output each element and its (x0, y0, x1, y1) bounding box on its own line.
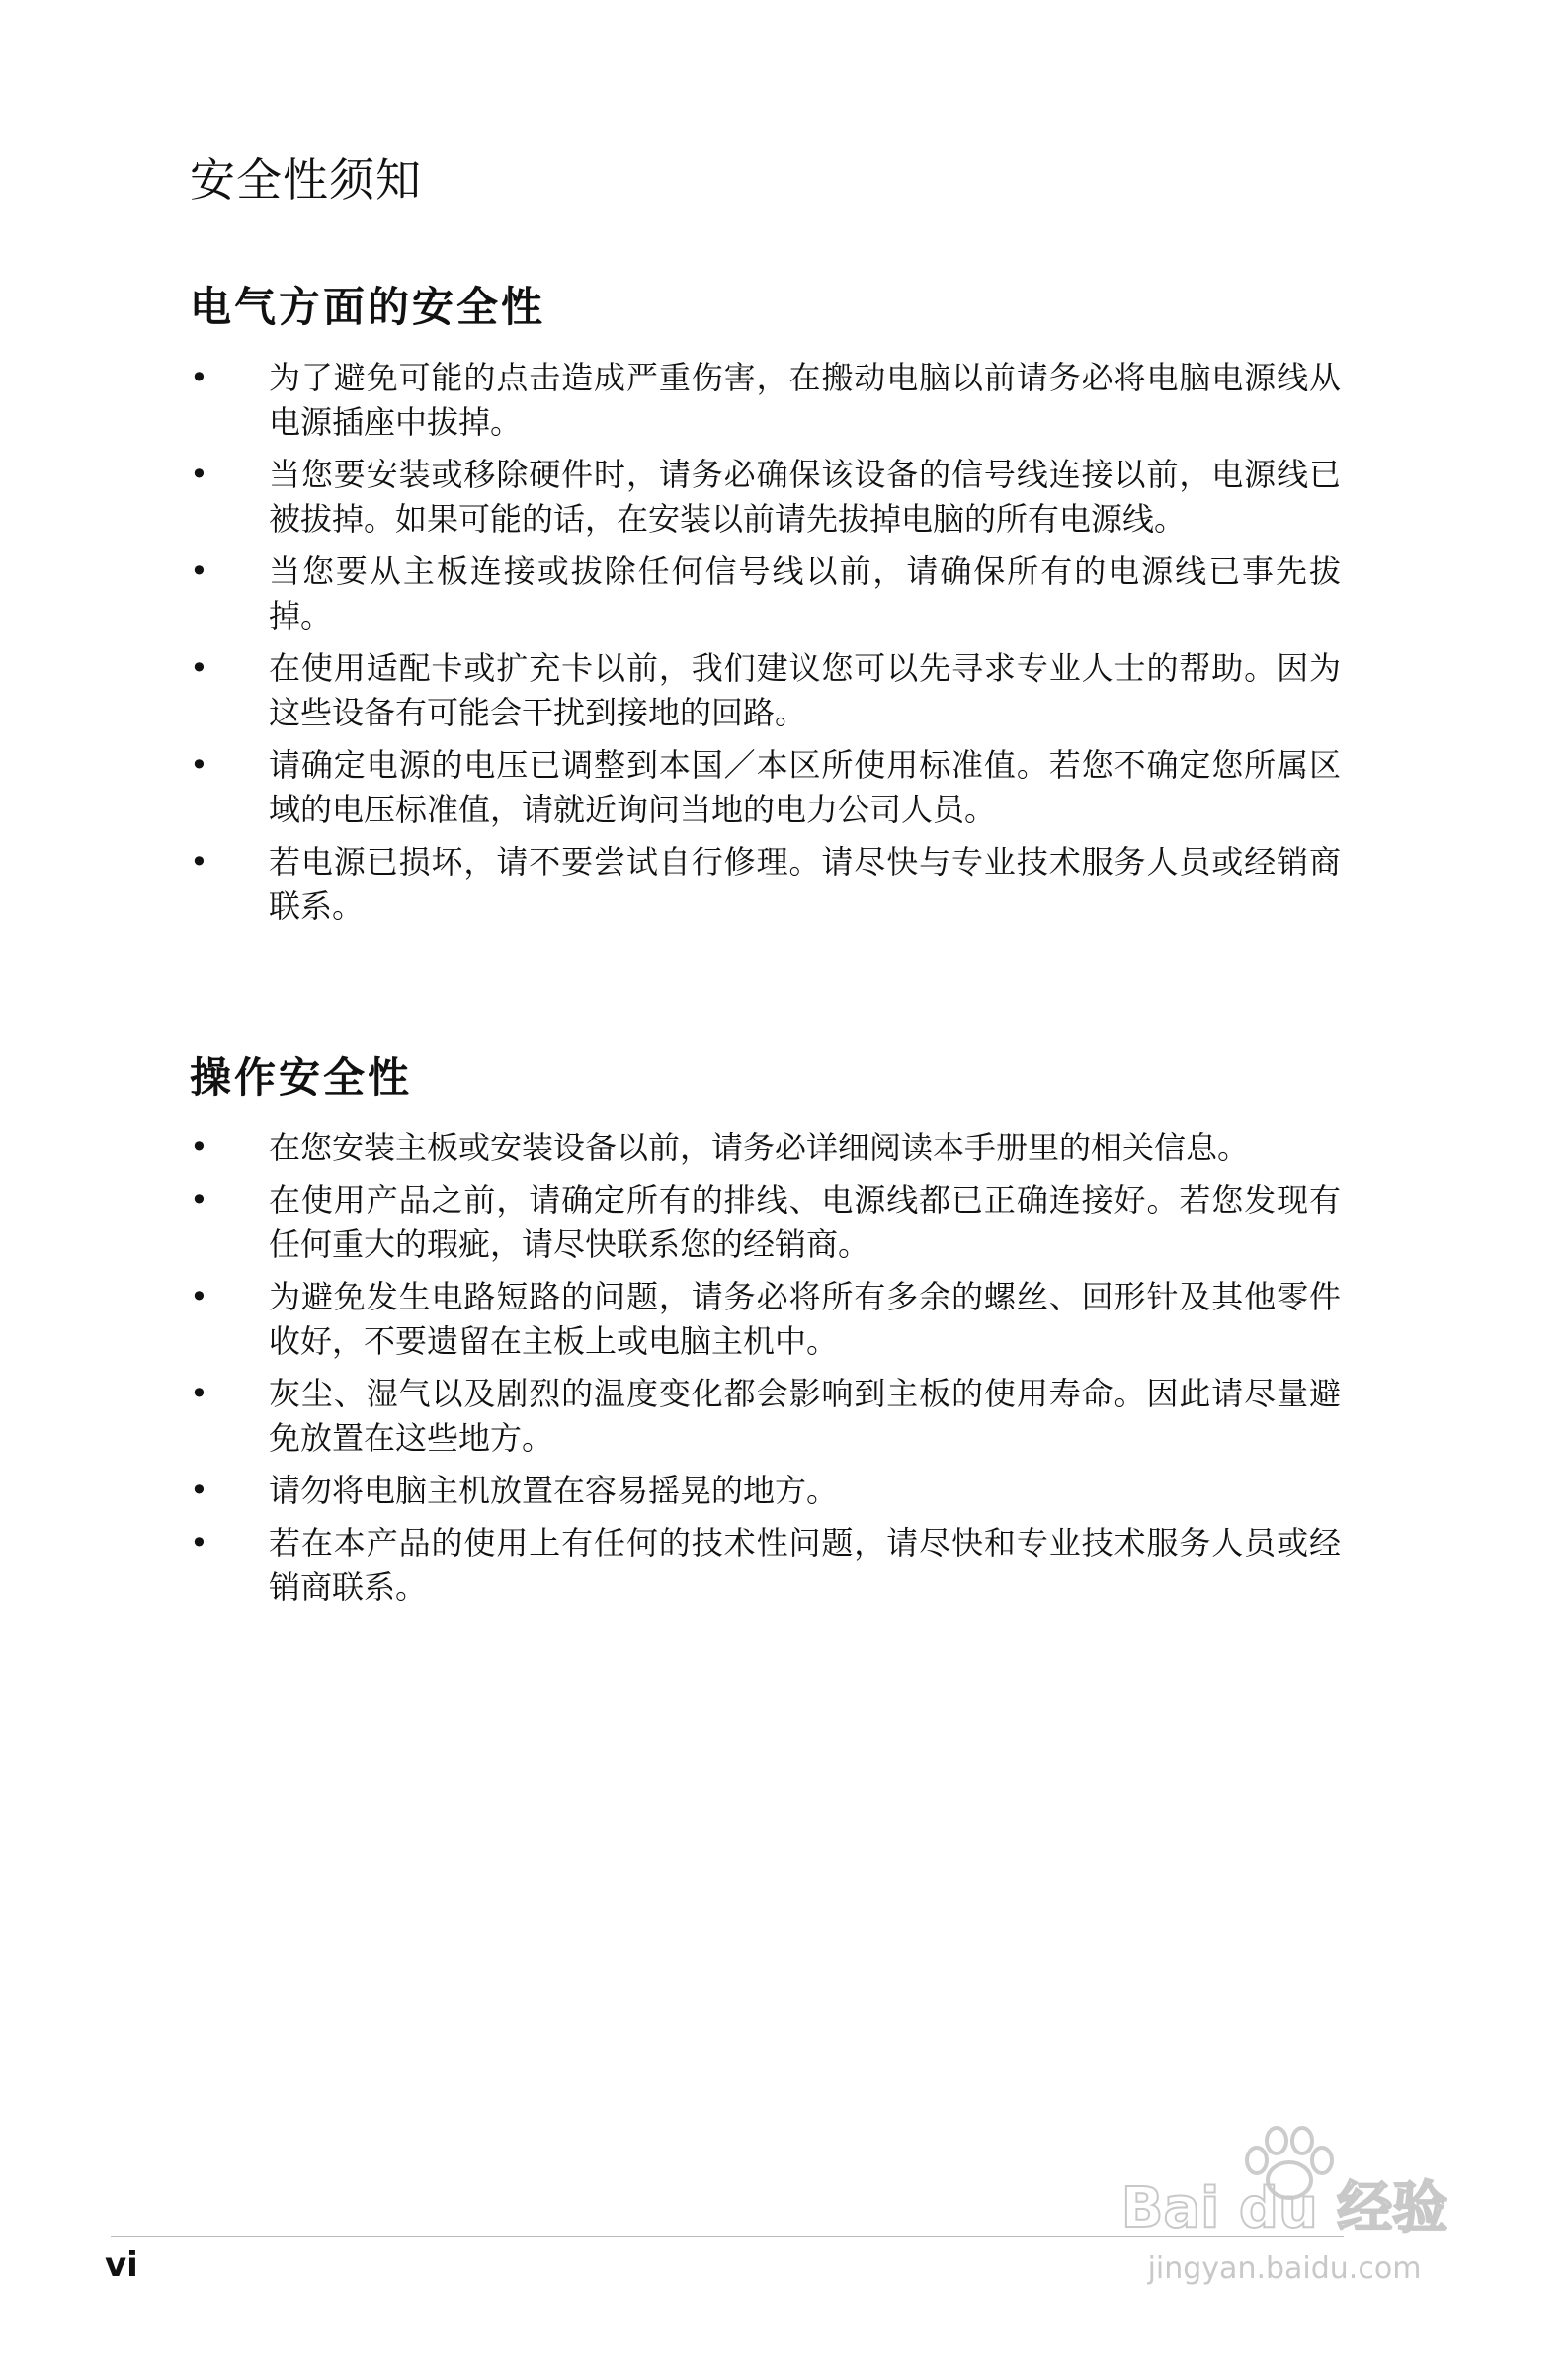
list-item-text: 在您安装主板或安装设备以前，请务必详细阅读本手册里的相关信息。 (269, 1129, 1250, 1166)
bullet-icon: • (190, 1129, 208, 1166)
footer-divider (111, 2236, 1344, 2237)
bullet-icon: • (190, 1278, 208, 1315)
page-number: vi (105, 2245, 138, 2285)
list-item (190, 1126, 1341, 1170)
bullet-icon: • (190, 359, 208, 396)
list-item-text: 为避免发生电路短路的问题，请务必将所有多余的螺丝、回形针及其他零件收好，不要遗留在主板上或电脑主机中。 (269, 1278, 1341, 1360)
list-item-text: 请确定电源的电压已调整到本国／本区所使用标准值。若您不确定您所属区域的电压标准值，请就近询问当地的电力公司人员。 (269, 746, 1341, 828)
list-item (190, 1521, 1341, 1610)
section-heading-operation: 操作安全性 (190, 1054, 413, 1102)
list-item (190, 1275, 1341, 1364)
list-item-text: 若在本产品的使用上有任何的技术性问题，请尽快和专业技术服务人员或经销商联系。 (269, 1524, 1341, 1606)
list-item (190, 840, 1341, 929)
list-item (190, 743, 1341, 832)
list-item-text: 当您要安装或移除硬件时，请务必确保该设备的信号线连接以前，电源线已被拔掉。如果可能的话，在安装以前请先拔掉电脑的所有电源线。 (269, 456, 1341, 538)
bullet-icon: • (190, 552, 208, 590)
list-item (190, 1469, 1341, 1513)
baidu-jingyan-watermark (1077, 2125, 1492, 2322)
list-item-text: 当您要从主板连接或拔除任何信号线以前，请确保所有的电源线已事先拔掉。 (269, 552, 1341, 634)
page-title: 安全性须知 (190, 153, 422, 207)
watermark-logo-text: Bai du 经验 (1120, 2176, 1448, 2240)
list-item-text: 灰尘、湿气以及剧烈的温度变化都会影响到主板的使用寿命。因此请尽量避免放置在这些地方。 (269, 1375, 1341, 1457)
bullet-icon: • (190, 1375, 208, 1412)
list-item-text: 请勿将电脑主机放置在容易摇晃的地方。 (269, 1472, 839, 1509)
bullet-icon: • (190, 1472, 208, 1509)
list-item (190, 1178, 1341, 1267)
bullet-icon: • (190, 1524, 208, 1562)
bullet-icon: • (190, 456, 208, 493)
bullet-icon: • (190, 1181, 208, 1219)
list-item (190, 646, 1341, 735)
list-item (190, 549, 1341, 638)
bullet-icon: • (190, 843, 208, 881)
watermark-url: jingyan.baidu.com (1147, 2251, 1422, 2286)
section-heading-electrical: 电气方面的安全性 (190, 283, 546, 331)
list-item-text: 若电源已损坏，请不要尝试自行修理。请尽快与专业技术服务人员或经销商联系。 (269, 843, 1341, 925)
list-item-text: 为了避免可能的点击造成严重伤害，在搬动电脑以前请务必将电脑电源线从电源插座中拔掉。 (269, 359, 1341, 441)
list-item (190, 356, 1341, 445)
electrical-safety-list (190, 356, 1341, 937)
list-item (190, 1372, 1341, 1461)
list-item-text: 在使用适配卡或扩充卡以前，我们建议您可以先寻求专业人士的帮助。因为这些设备有可能会干扰到接地的回路。 (269, 649, 1341, 731)
bullet-icon: • (190, 746, 208, 784)
operation-safety-list (190, 1126, 1341, 1618)
list-item-text: 在使用产品之前，请确定所有的排线、电源线都已正确连接好。若您发现有任何重大的瑕疵，请尽快联系您的经销商。 (269, 1181, 1341, 1263)
list-item (190, 453, 1341, 542)
bullet-icon: • (190, 649, 208, 687)
